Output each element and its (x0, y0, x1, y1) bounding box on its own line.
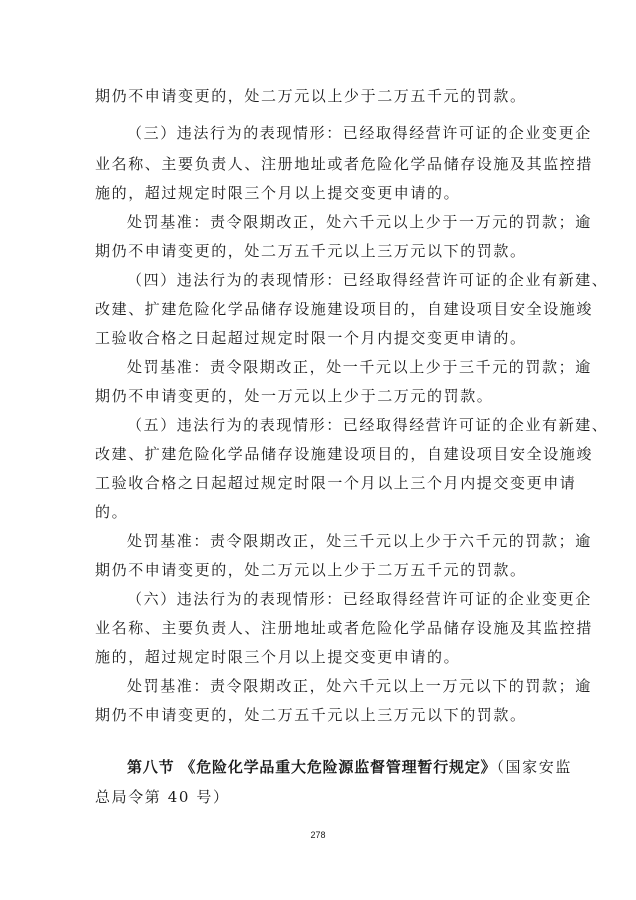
paragraph-line: 处罚基准：责令限期改正，处六千元以上少于一万元的罚款；逾 (127, 213, 592, 231)
paragraph-line: 期仍不申请变更的，处二万五千元以上三万元以下的罚款。 (95, 706, 527, 724)
paragraph-line: 施的，超过规定时限三个月以上提交变更申请的。 (95, 184, 461, 202)
paragraph-line: （六）违法行为的表现情形：已经取得经营许可证的企业变更企 (127, 590, 592, 608)
page-number: 278 (310, 830, 326, 840)
paragraph-line: 期仍不申请变更的，处一万元以上少于二万元的罚款。 (95, 387, 494, 405)
paragraph-line: 改建、扩建危险化学品储存设施建设项目的，自建设项目安全设施竣 (95, 300, 594, 318)
paragraph-line: 施的，超过规定时限三个月以上提交变更申请的。 (95, 648, 461, 666)
paragraph-line: 期仍不申请变更的，处二万元以上少于二万五千元的罚款。 (95, 561, 527, 579)
paragraph-line: 工验收合格之日起超过规定时限一个月以上三个月内提交变更申请 (95, 474, 577, 492)
paragraph-line: 期仍不申请变更的，处二万五千元以上三万元以下的罚款。 (95, 242, 527, 260)
section-heading-title: 第八节 《危险化学品重大危险源监督管理暂行规定》 (127, 758, 497, 776)
paragraph-line: 改建、扩建危险化学品储存设施建设项目的，自建设项目安全设施竣 (95, 445, 594, 463)
section-heading-continuation: 总局令第 40 号） (95, 788, 230, 806)
paragraph-line: （五）违法行为的表现情形：已经取得经营许可证的企业有新建、 (127, 416, 609, 434)
paragraph-line: 业名称、主要负责人、注册地址或者危险化学品储存设施及其监控措 (95, 619, 594, 637)
paragraph-line: 业名称、主要负责人、注册地址或者危险化学品储存设施及其监控措 (95, 155, 594, 173)
section-heading-suffix: （国家安监 (496, 758, 572, 776)
paragraph-line: 处罚基准：责令限期改正，处一千元以上少于三千元的罚款；逾 (127, 358, 592, 376)
section-heading (127, 758, 572, 776)
paragraph-line: 工验收合格之日起超过规定时限一个月内提交变更申请的。 (95, 329, 527, 347)
paragraph-line: 的。 (95, 503, 129, 521)
paragraph-line: 期仍不申请变更的，处二万元以上少于二万五千元的罚款。 (95, 87, 527, 105)
paragraph-line: 处罚基准：责令限期改正，处六千元以上一万元以下的罚款；逾 (127, 677, 592, 695)
paragraph-line: （四）违法行为的表现情形：已经取得经营许可证的企业有新建、 (127, 271, 609, 289)
paragraph-line: （三）违法行为的表现情形：已经取得经营许可证的企业变更企 (127, 124, 592, 142)
paragraph-line: 处罚基准：责令限期改正，处三千元以上少于六千元的罚款；逾 (127, 532, 592, 550)
